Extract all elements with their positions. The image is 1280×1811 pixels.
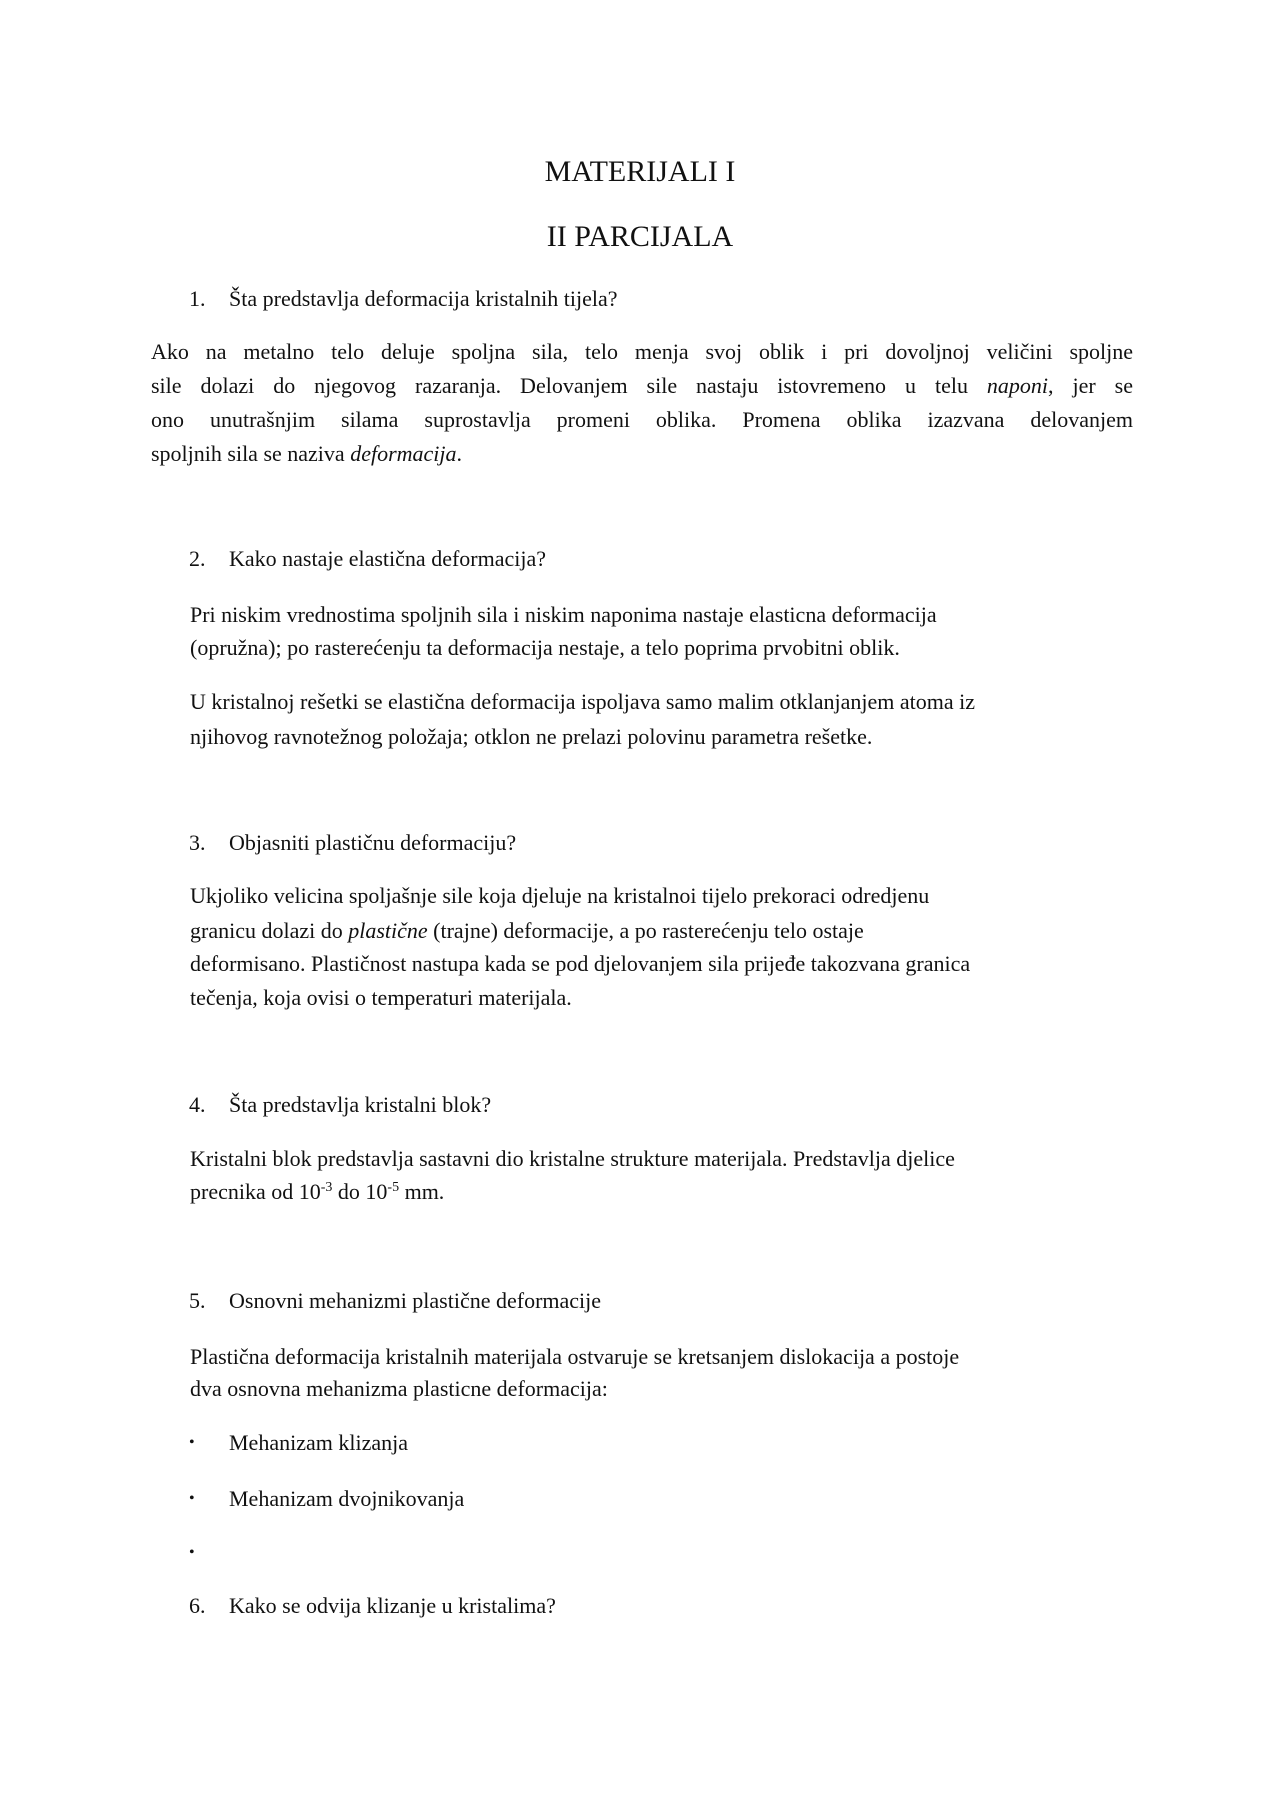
question-number: 4. — [189, 1092, 206, 1117]
answer-line: Kristalni blok predstavlja sastavni dio kristalne strukture materijala. Predstavlja djelice — [190, 1146, 955, 1171]
question-number: 3. — [189, 830, 206, 855]
text: mm. — [399, 1179, 445, 1204]
question-number: 5. — [189, 1288, 206, 1313]
text: sile dolazi do njegovog razaranja. Delovanjem sile nastaju istovremeno u telu — [151, 373, 987, 398]
answer-line: dva osnovna mehanizma plasticne deformacija: — [190, 1376, 608, 1401]
text: precnika od 10 — [190, 1179, 321, 1204]
text: (trajne) deformacije, a po rasterećenju telo ostaje — [427, 918, 864, 943]
answer-line — [151, 439, 462, 469]
italic-term: naponi — [986, 373, 1049, 398]
document-title: MATERIJALI I — [544, 155, 736, 188]
text: . — [456, 441, 463, 466]
document-subtitle: II PARCIJALA — [546, 220, 734, 253]
text: do 10 — [332, 1179, 388, 1204]
question-text: Kako se odvija klizanje u kristalima? — [229, 1593, 556, 1618]
answer-line: njihovog ravnotežnog položaja; otklon ne prelazi polovinu parametra rešetke. — [190, 724, 873, 749]
bullet-text: Mehanizam klizanja — [229, 1430, 408, 1455]
question-number: 2. — [189, 546, 206, 571]
italic-term: deformacija — [350, 441, 457, 466]
answer-line: Plastična deformacija kristalnih materijala ostvaruje se kretsanjem dislokacija a postoje — [190, 1344, 960, 1369]
question-text: Objasniti plastičnu deformaciju? — [229, 830, 517, 855]
answer-line: tečenja, koja ovisi o temperaturi materijala. — [190, 985, 572, 1010]
answer-line: (opružna); po rasterećenju ta deformacija nestaje, a telo poprima prvobitni oblik. — [190, 635, 900, 660]
bullet-icon: • — [189, 1490, 195, 1507]
answer-line: Ukjoliko velicina spoljašnje sile koja djeluje na kristalnoi tijelo prekoraci odredjenu — [190, 883, 930, 908]
question-text: Šta predstavlja deformacija kristalnih tijela? — [229, 286, 618, 311]
question-number: 6. — [189, 1593, 206, 1618]
text: granicu dolazi do — [190, 918, 349, 943]
answer-line — [190, 916, 864, 946]
text: , jer se — [1048, 373, 1133, 398]
answer-line: deformisano. Plastičnost nastupa kada se pod djelovanjem sila prijeđe takozvana granica — [190, 951, 971, 976]
answer-line: U kristalnoj rešetki se elastična deformacija ispoljava samo malim otklanjanjem atoma iz — [190, 689, 976, 714]
exponent: -3 — [320, 1180, 333, 1195]
question-text: Kako nastaje elastična deformacija? — [229, 546, 547, 571]
bullet-text: Mehanizam dvojnikovanja — [229, 1486, 465, 1511]
question-text: Osnovni mehanizmi plastične deformacije — [229, 1288, 602, 1313]
answer-line: Pri niskim vrednostima spoljnih sila i niskim naponima nastaje elasticna deformacija — [190, 602, 937, 627]
answer-line: ono unutrašnjim silama suprostavlja promeni oblika. Promena oblika izazvana delovanjem — [151, 407, 1133, 432]
text: spoljnih sila se naziva — [151, 441, 351, 466]
answer-line — [190, 1177, 444, 1207]
exponent: -5 — [387, 1180, 400, 1195]
question-text: Šta predstavlja kristalni blok? — [229, 1092, 492, 1117]
question-number: 1. — [189, 286, 206, 311]
answer-line: Ako na metalno telo deluje spoljna sila, telo menja svoj oblik i pri dovoljnoj veličini spoljne — [151, 339, 1133, 364]
italic-term: plastične — [348, 918, 428, 943]
answer-line — [151, 371, 1133, 401]
bullet-icon: • — [189, 1434, 195, 1451]
bullet-icon: • — [189, 1544, 195, 1561]
